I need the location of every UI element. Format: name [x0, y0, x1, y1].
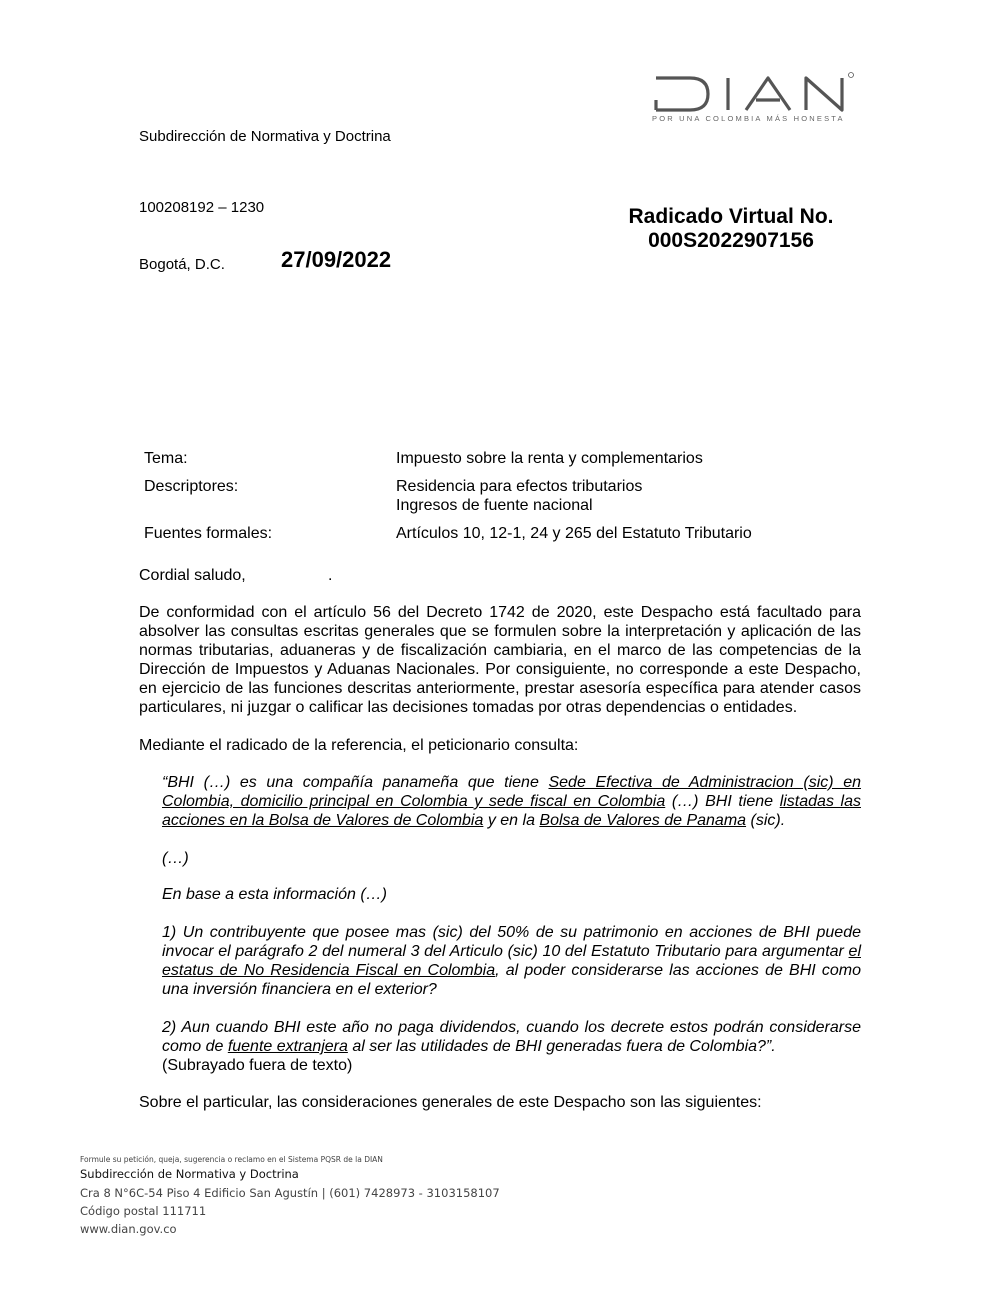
paragraph-considerations: Sobre el particular, las consideraciones generales de este Despacho son las siguientes: — [139, 1094, 762, 1111]
logo-tagline: POR UNA COLOMBIA MÁS HONESTA — [652, 114, 845, 123]
greeting: Cordial saludo, — [139, 567, 246, 584]
meta-row-fuentes — [144, 524, 752, 543]
quote-company-description: “BHI (…) es una compañía panameña que tiene Sede Efectiva de Administracion (sic) en Colombia, domicilio principal en Colombia y sede fiscal en Colombia (…) BHI tiene listadas las acciones en la Bolsa de Valores de Colombia y en la Bolsa de Valores de Panama (sic). — [162, 774, 861, 829]
tema-value: Impuesto sobre la renta y complementarios — [396, 450, 703, 467]
metadata-table — [144, 449, 752, 543]
underlined-sede: Sede Efectiva de Administracion (sic) en Colombia, domicilio principal en Colombia y sede fiscal en Colombia — [162, 774, 861, 810]
reference-number: 100208192 – 1230 — [139, 199, 265, 216]
descriptores-value-1: Residencia para efectos tributarios — [396, 478, 643, 495]
document-date: 27/09/2022 — [281, 247, 392, 272]
underlined-no-residencia: el estatus de No Residencia Fiscal en Colombia — [162, 943, 861, 979]
footer-address: Cra 8 N°6C-54 Piso 4 Edificio San Agustín | (601) 7428973 - 3103158107 — [80, 1186, 500, 1200]
underlined-fuente-extranjera: fuente extranjera — [227, 1038, 348, 1055]
department-heading: Subdirección de Normativa y Doctrina — [139, 128, 391, 145]
underline-note: (Subrayado fuera de texto) — [162, 1057, 353, 1074]
tema-label: Tema: — [144, 450, 188, 467]
radicado-block — [600, 205, 862, 253]
underlined-listadas: listadas las acciones en la Bolsa de Valores de Colombia — [162, 793, 861, 829]
footer-pqsr: Formule su petición, queja, sugerencia o reclamo en el Sistema PQSR de la DIAN — [80, 1155, 383, 1164]
fuentes-label: Fuentes formales: — [144, 525, 273, 542]
paragraph-competence: De conformidad con el artículo 56 del Decreto 1742 de 2020, este Despacho está facultado para absolver las consultas escritas generales que se formulen sobre la interpretación y aplicación de las normas tributarias, aduaneras y de fiscalización cambiaria, en el marco de las competencias de la Dirección de Impuestos y Aduanas Nacionales. Por consiguiente, no corresponde a este Despacho, en ejercicio de las funciones descritas anteriormente, prestar asesoría específica para atender casos particulares, ni juzgar o calificar las decisiones tomadas por otras dependencias o entidades. — [139, 604, 861, 716]
meta-row-tema — [144, 449, 752, 468]
quote-question-2: 2) Aun cuando BHI este año no paga dividendos, cuando los decrete estos podrán considerarse como de fuente extranjera al ser las utilidades de BHI generadas fuera de Colombia?”. (Subrayado fuera de texto) — [162, 1019, 861, 1074]
quote-question-1: 1) Un contribuyente que posee mas (sic) del 50% de su patrimonio en acciones de BHI puede invocar el parágrafo 2 del numeral 3 del Articulo (sic) 10 del Estatuto Tributario para argumentar el estatus de No Residencia Fiscal en Colombia, al poder considerarse las acciones de BHI como una inversión financiera en el exterior? — [162, 924, 861, 998]
fuentes-value: Artículos 10, 12-1, 24 y 265 del Estatuto Tributario — [396, 525, 752, 542]
paragraph-query-intro: Mediante el radicado de la referencia, el peticionario consulta: — [139, 737, 579, 754]
greeting-dot: . — [328, 567, 333, 584]
descriptores-label: Descriptores: — [144, 478, 239, 495]
footer-department: Subdirección de Normativa y Doctrina — [80, 1167, 299, 1181]
radicado-label: Radicado Virtual No. — [628, 205, 834, 228]
city: Bogotá, D.C. — [139, 256, 225, 273]
meta-row-descriptores — [144, 477, 752, 515]
underlined-bolsa-panama: Bolsa de Valores de Panama — [539, 812, 747, 829]
radicado-number: 000S2022907156 — [648, 229, 814, 252]
quote-base: En base a esta información (…) — [162, 886, 387, 903]
footer-website[interactable]: www.dian.gov.co — [80, 1222, 177, 1236]
footer-postal: Código postal 111711 — [80, 1204, 207, 1218]
quote-ellipsis: (…) — [162, 850, 189, 867]
descriptores-value-2: Ingresos de fuente nacional — [396, 497, 593, 514]
